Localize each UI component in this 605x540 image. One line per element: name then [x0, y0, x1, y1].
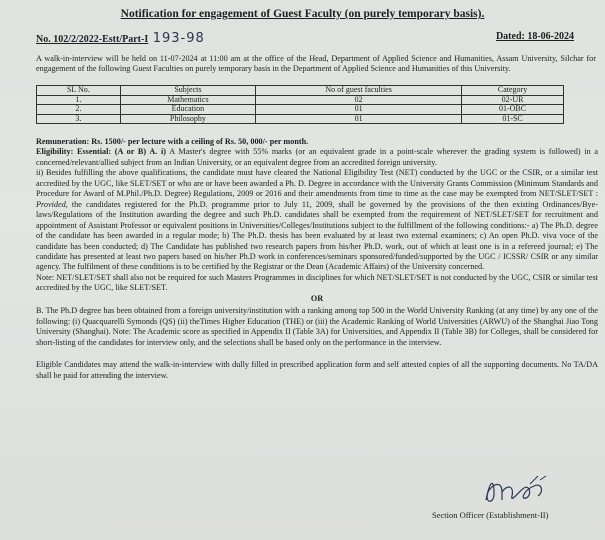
cell-count: 02	[256, 95, 462, 105]
remuneration-paragraph	[36, 137, 598, 147]
cell-subject: Philosophy	[120, 114, 256, 124]
header-category: Category	[462, 86, 564, 96]
table-row	[37, 114, 564, 124]
eligibility-label: Eligibility: Essential: (A or B) A. i)	[36, 147, 166, 157]
or-separator: OR	[310, 293, 324, 303]
notice-title: Notification for engagement of Guest Faculty (on purely temporary basis).	[120, 8, 485, 20]
para-ii	[36, 168, 598, 273]
faculty-table	[36, 85, 564, 124]
reference-line	[36, 31, 596, 46]
cell-subject: Mathematics	[120, 95, 256, 105]
header-subjects: Subjects	[120, 86, 256, 96]
signatory-designation: Section Officer (Establishment-II)	[432, 510, 549, 520]
provided-text: the candidates registered for the Ph.D. programme prior to July 11, 2009, shall be governed by the provisions of the then existing Ordinances/Bye-laws/Regulations of the Institution awarding the degree and such Ph.D. candidates shall be exempted from the requirement of NET/SLET/SET for recruitment and appointment of Assistant Professor or equivalent positions in Universities/Colleges/Institutions subject to the fulfillment of the following conditions:-	[36, 199, 599, 230]
cell-count: 01	[256, 114, 462, 124]
notice-date: Dated: 18-06-2024	[495, 31, 574, 42]
eligibility-text: A Master's degree with 55% marks (or an equivalent grade in a point-scale wherever the grading system is followed) in a concerned/relevant/allied subject from an Indian University, or an equivalent degree from an accredited foreign university.	[36, 147, 598, 167]
cell-category: 02-UR	[462, 95, 564, 105]
cell-subject: Education	[120, 105, 256, 115]
eligibility-paragraph	[36, 147, 598, 168]
cell-sl: 1.	[37, 95, 121, 105]
cell-category: 01-SC	[462, 114, 564, 124]
header-no-of-faculties: No of guest faculties	[256, 86, 462, 96]
provided-label: Provided,	[36, 199, 68, 209]
signature	[480, 470, 570, 512]
para-b: B. The Ph.D degree has been obtained from a foreign university/institution with a ranking among top 500 in the World University Ranking (at any time) by any one of the following: (i) Quacquarelli Symonds (QS) (ii) theTimes Higher Education (THE) or (iii) the Academic Ranking of World Universities (ARWU) of the Shanghai Jiao Tong University (Shanghai). Note: The Academic score as specified in Appendix II (Table 3A) for Universities, and Appendix II (Table 3B) for Colleges, shall be considered for short-listing of the candidates for interview only, and the selections shall be based only on the performance in the interview.	[36, 306, 598, 347]
notice-body	[36, 137, 598, 381]
table-row	[37, 105, 564, 115]
conditions-text: a) The Ph.D. degree of the candidate has been awarded in a regular mode; b) The Ph.D. thesis has been evaluated by at least two external examiners; c) An open Ph.D. viva voce of the candidate has been conducted; d) The Candidate has published two research papers from his/her Ph.D. work, out of which at least one is in a refereed journal; e) The candidate has presented at least two papers based on his/her Ph.D work in conferences/seminars sponsored/funded/supported by the UGC / ICSSR/ CSIR or any similar agency. The fulfilment of these conditions is to be certified by the Registrar or the Dean (Academic Affairs) of the University concerned.	[36, 220, 598, 272]
cell-sl: 2.	[37, 105, 121, 115]
cell-category: 01-OBC	[462, 105, 564, 115]
table-row	[37, 95, 564, 105]
header-sl-no: SL No.	[37, 86, 121, 96]
para-ii-text: ii) Besides fulfilling the above qualifications, the candidate must have cleared the National Eligibility Test (NET) conducted by the UGC or the CSIR, or a similar test accredited by the UGC, like SLET/SET or who are or have been awarded a Ph. D. Degree in accordance with the University Grants Commission (Minimum Standards and Procedure for Award of M.Phil./Ph.D. Degree) Regulations, 2009 or 2016 and their amendments from time to time as the case may be exempted from NET/SLET/SET :	[36, 168, 598, 199]
cell-sl: 3.	[37, 114, 121, 124]
cell-count: 01	[256, 105, 462, 115]
remuneration-text: Rs. 1500/- per lecture with a ceiling of Rs. 50, 000/- per month.	[91, 137, 309, 146]
remuneration-label: Remuneration:	[36, 137, 90, 146]
note-paragraph: Note: NET/SLET/SET shall also not be required for such Masters Programmes in disciplines for which NET/SLET/SET is not conducted by the UGC, CSIR or similar test accredited by the UGC, like SLET/SET.	[36, 272, 598, 293]
reference-number: No. 102/2/2022-Estt/Part-I	[36, 34, 149, 45]
handwritten-number: 193-98	[152, 31, 205, 46]
table-header-row	[37, 86, 564, 96]
intro-paragraph: A walk-in-interview will be held on 11-07-2024 at 11:00 am at the office of the Head, Department of Applied Science and Humanities, Assam University, Silchar for engagement of the following Guest Faculties on purely temporary basis in the Department of Applied Science and Humanities of this University.	[36, 54, 596, 74]
closing-paragraph: Eligible Candidates may attend the walk-in-interview with dully filled in prescribed application form and self attested copies of all the supporting documents. No TA/DA shall be paid for attending the interview.	[36, 360, 598, 380]
